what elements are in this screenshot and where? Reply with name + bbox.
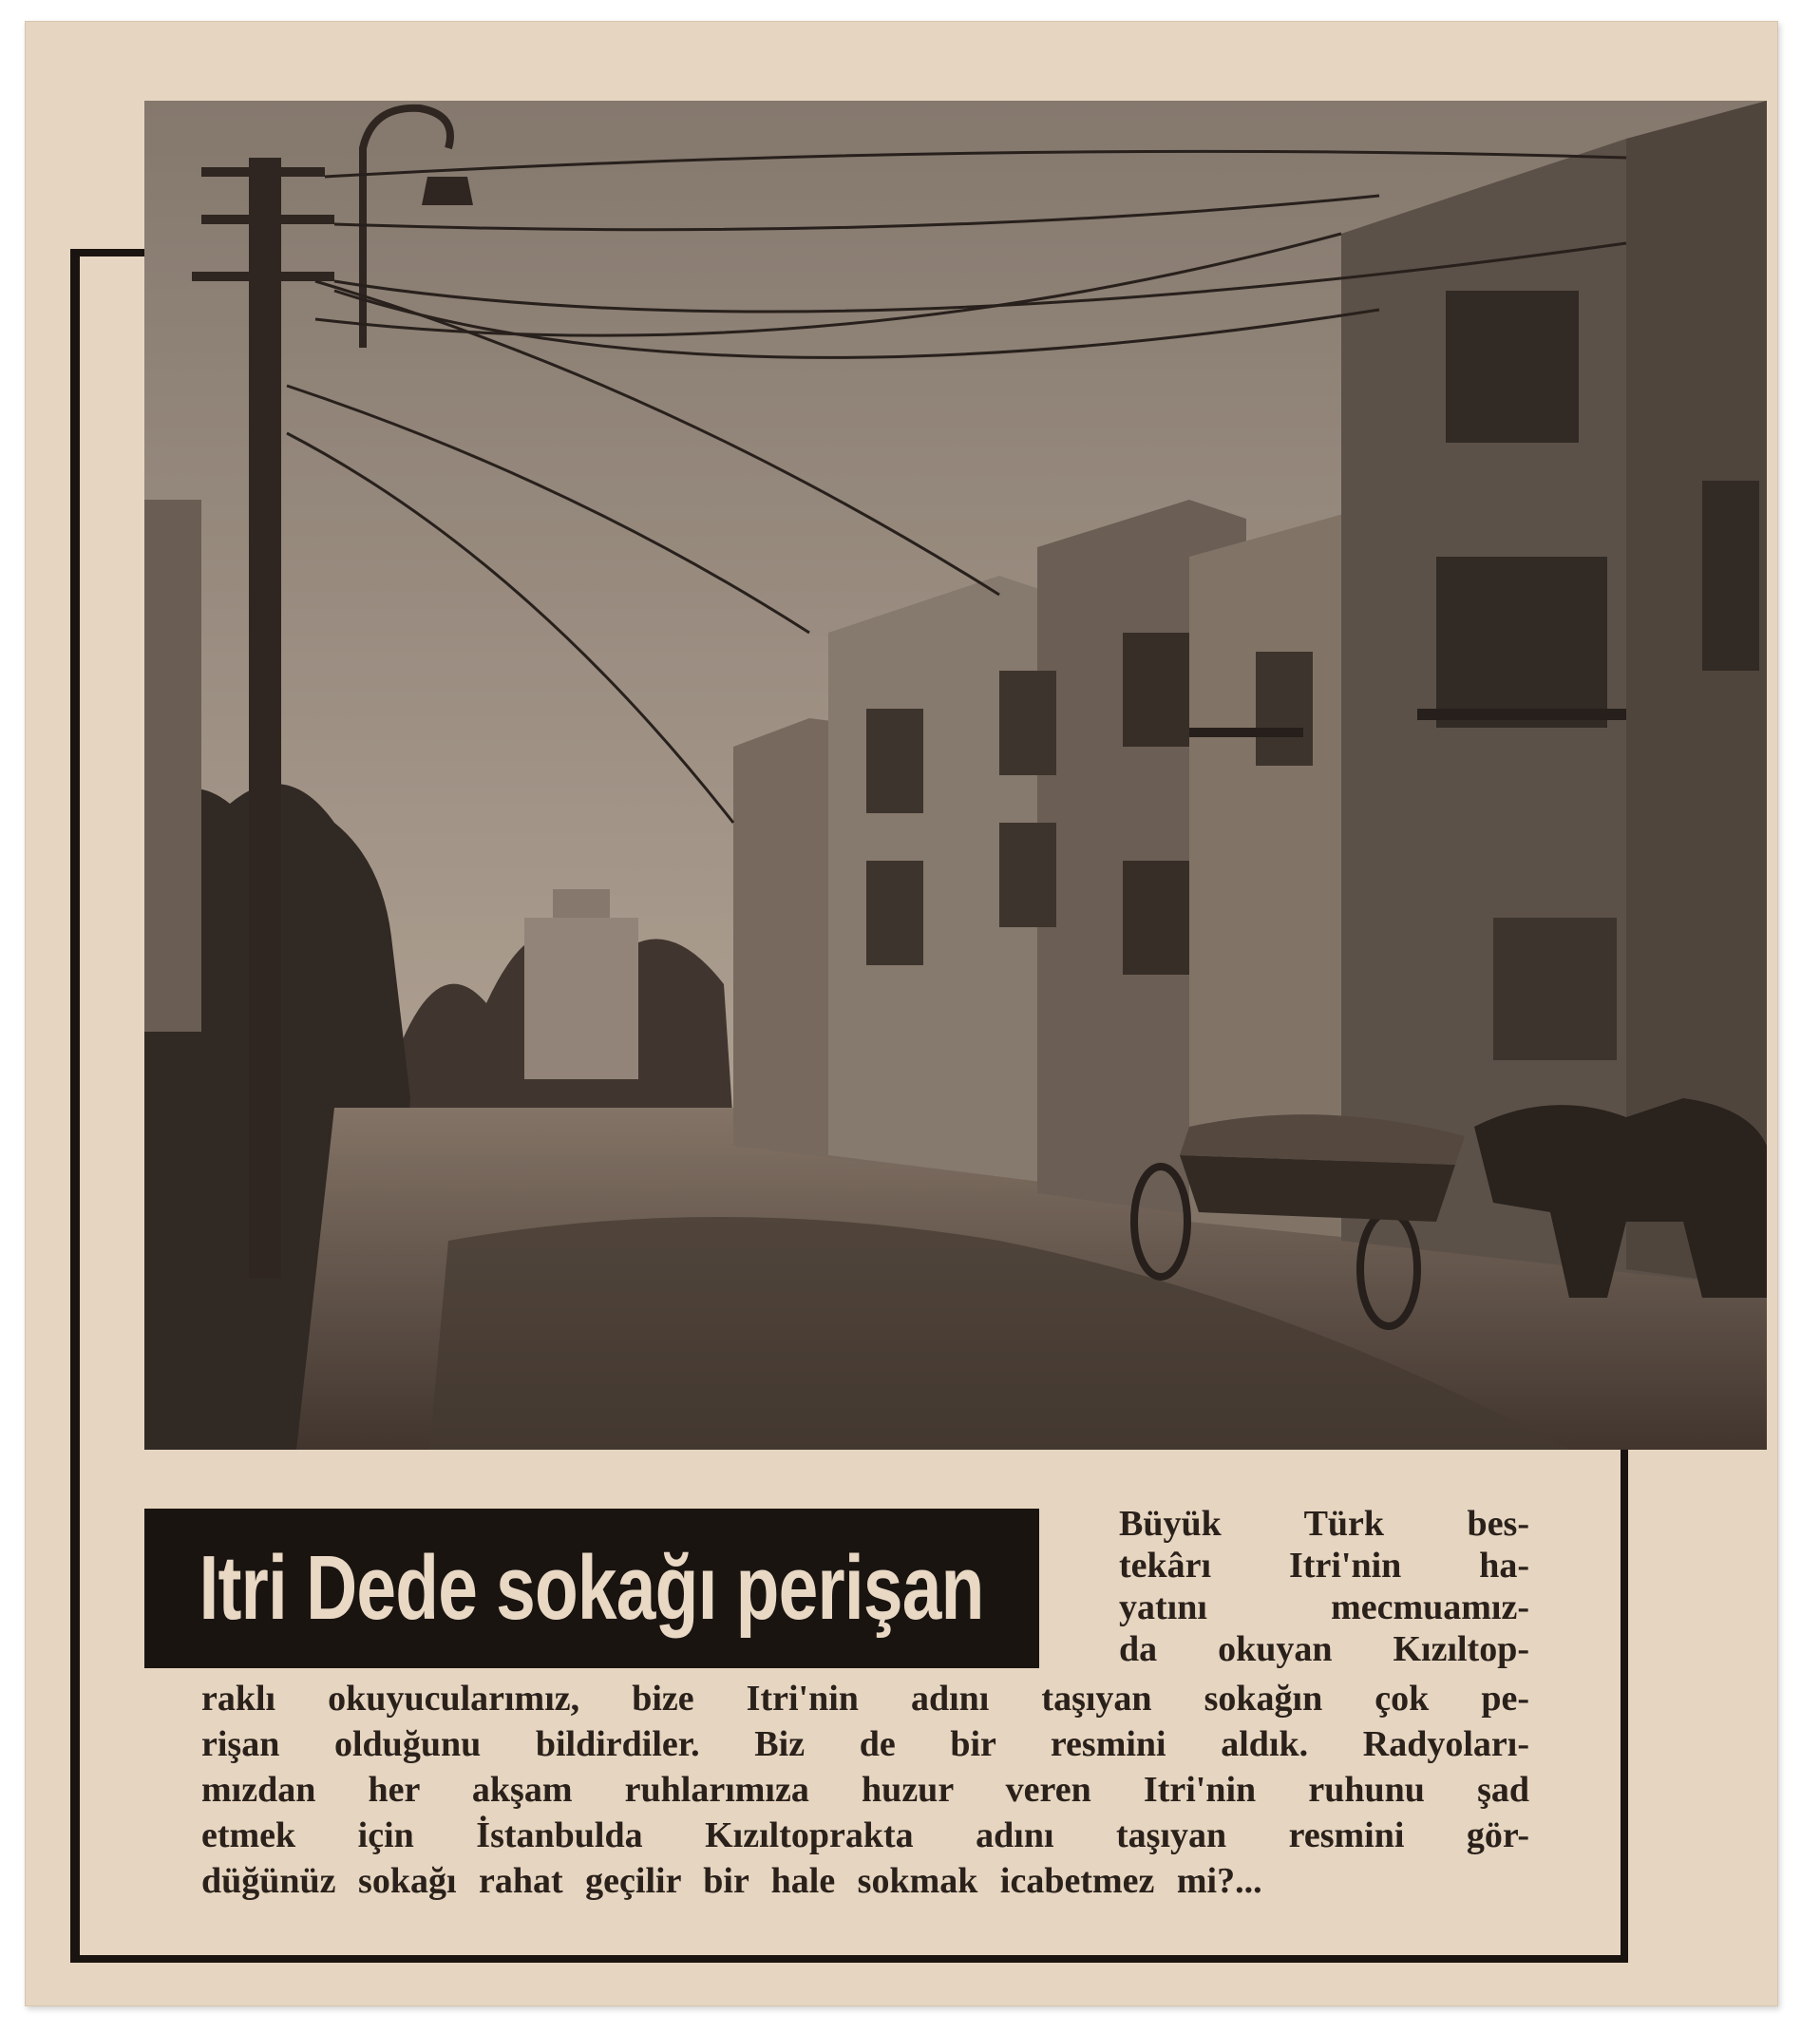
body-line-5: raklı okuyucularımız, bize Itri'nin adını taşıyan sokağın çok pe- [201, 1679, 1529, 1719]
body-line-8: etmek için İstanbulda Kızıltoprakta adını taşıyan resmini gör- [201, 1815, 1529, 1855]
body-line-3: yatını mecmuamız- [1119, 1587, 1529, 1627]
headline-box [144, 1509, 1039, 1668]
headline: Itri Dede sokağı perişan [199, 1537, 985, 1639]
body-line-1: Büyük Türk bes- [1119, 1504, 1529, 1544]
street-photo [144, 101, 1767, 1450]
body-line-2: tekârı Itri'nin ha- [1119, 1546, 1529, 1586]
body-line-7: mızdan her akşam ruhlarımıza huzur veren Itri'nin ruhunu şad [201, 1770, 1529, 1810]
frame-top-left-line [70, 249, 146, 256]
frame-left-line [70, 249, 80, 1963]
frame-right-line [1621, 1450, 1628, 1963]
frame-bottom-line [70, 1955, 1628, 1963]
body-line-4: da okuyan Kızıltop- [1119, 1629, 1529, 1669]
body-line-9: düğünüz sokağı rahat geçilir bir hale sokmak icabetmez mi?... [201, 1861, 1262, 1901]
body-line-6: rişan olduğunu bildirdiler. Biz de bir resmini aldık. Radyoları- [201, 1724, 1529, 1764]
